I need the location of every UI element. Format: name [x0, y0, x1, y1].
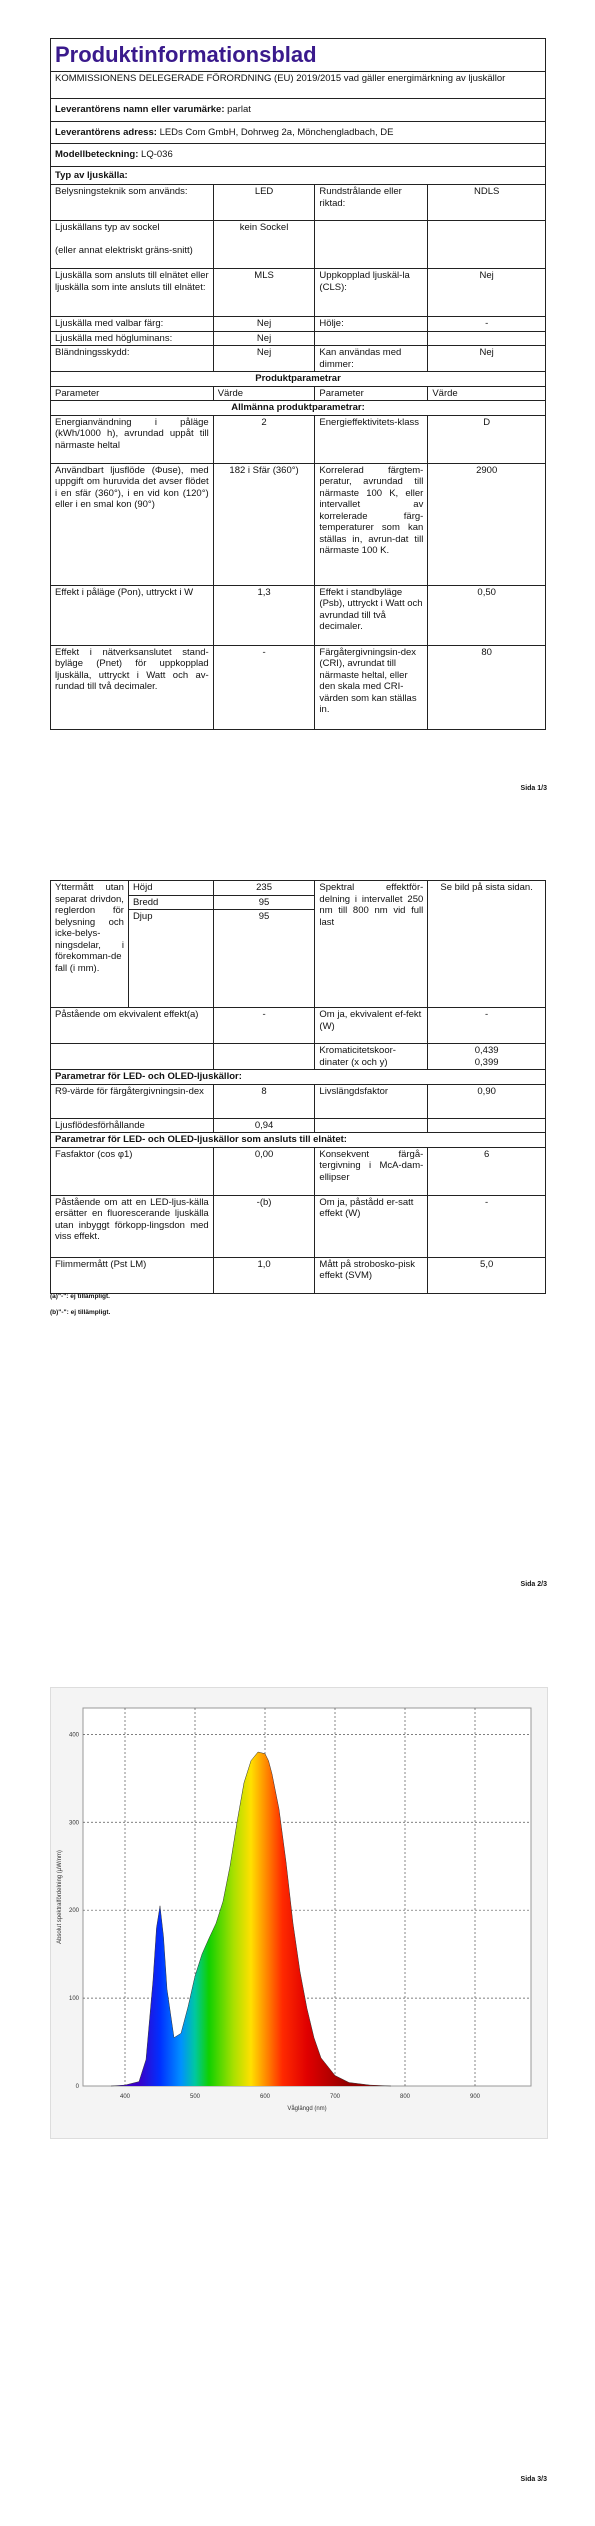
page-number: Sida 2/3 — [520, 1581, 547, 1588]
row-label: Hölje: — [315, 317, 428, 332]
table-row — [51, 221, 546, 269]
y-axis-label: Absolut spektralfördelning (µW/nm) — [57, 1850, 63, 1944]
row-value: NDLS — [428, 185, 546, 221]
row-value: kein Sockel — [213, 221, 315, 269]
chroma-y: 0,399 — [474, 1056, 499, 1068]
row-value: - — [213, 645, 315, 729]
table-row — [51, 1084, 546, 1118]
supplier-address-label: Leverantörens adress: — [55, 126, 157, 138]
table-row — [51, 185, 546, 221]
row-label: Mått på strobosko-pisk effekt (SVM) — [315, 1257, 428, 1293]
x-tick-label: 400 — [119, 2094, 131, 2100]
row-label: Konsekvent färgå-tergivning i McA-dam-ellipser — [315, 1147, 428, 1195]
row-label: Ljuskälla med högluminans: — [51, 331, 214, 346]
dim-name: Höjd — [128, 881, 213, 896]
row-value: 182 i Sfär (360°) — [213, 463, 315, 585]
row-value: 0,90 — [428, 1084, 546, 1118]
x-tick-label: 500 — [189, 2094, 201, 2100]
page-title: Produktinformationsblad — [51, 39, 546, 72]
spectrum-svg — [51, 1688, 547, 2138]
row-value: 1,0 — [213, 1257, 315, 1293]
row-value: - — [428, 1008, 546, 1044]
row-label: Flimmermått (Pst LM) — [51, 1257, 214, 1293]
row-label: Påstående om ekvivalent effekt(a) — [51, 1008, 214, 1044]
model-row — [51, 144, 546, 167]
row-label: Färgåtergivningsin-dex (CRI), avrundat till närmaste heltal, eller den skala med CRI-värden som kan ställas in. — [315, 645, 428, 729]
spectral-value: Se bild på sista sidan. — [428, 881, 546, 1008]
table-row — [51, 1044, 546, 1070]
supplier-address-row — [51, 121, 546, 144]
y-tick-label: 200 — [68, 1908, 79, 1915]
row-label: Korrelerad färgtem-peratur, avrundad till närmaste 100 K, eller intervallet av korrelerade färg-temperaturer som kan ställas in, avrun-dat till närmaste 100 K. — [315, 463, 428, 585]
table-row — [51, 463, 546, 585]
table-row — [51, 317, 546, 332]
row-value: Nej — [213, 331, 315, 346]
regulation-text: KOMMISSIONENS DELEGERADE FÖRORDNING (EU) 2019/2015 vad gäller energimärkning av ljuskällor — [51, 72, 546, 99]
row-value: D — [428, 415, 546, 463]
row-label — [315, 331, 428, 346]
dim-value: 95 — [213, 895, 315, 910]
row-value: 2 — [213, 415, 315, 463]
mains-heading: Parametrar för LED- och OLED-ljuskällor som ansluts till elnätet: — [51, 1133, 546, 1148]
y-tick-label: 400 — [68, 1732, 79, 1739]
table-row — [51, 415, 546, 463]
row-value: 8 — [213, 1084, 315, 1118]
row-value: Nej — [428, 269, 546, 317]
table-row — [51, 1008, 546, 1044]
type-heading: Typ av ljuskälla: — [51, 166, 546, 185]
page-number: Sida 1/3 — [520, 785, 547, 792]
col-param-header: Parameter — [315, 386, 428, 401]
row-value: Nej — [213, 317, 315, 332]
row-label: Fasfaktor (cos φ1) — [51, 1147, 214, 1195]
spectrum-chart — [50, 1687, 548, 2139]
x-axis-label: Våglängd (nm) — [287, 2106, 327, 2112]
row-label: Kan användas med dimmer: — [315, 346, 428, 372]
row-label: Om ja, påstådd er-satt effekt (W) — [315, 1195, 428, 1257]
product-info-table-page1 — [50, 38, 546, 730]
dim-name: Djup — [128, 910, 213, 1008]
table-row — [51, 1195, 546, 1257]
row-value: 0,94 — [213, 1118, 315, 1133]
table-row — [51, 269, 546, 317]
general-heading: Allmänna produktparametrar: — [51, 401, 546, 416]
row-label: Energieffektivitets-klass — [315, 415, 428, 463]
row-value — [428, 1044, 546, 1070]
table-row — [51, 1118, 546, 1133]
y-tick-label: 0 — [75, 2084, 79, 2090]
row-value: 0,50 — [428, 585, 546, 645]
y-tick-label: 300 — [68, 1820, 79, 1827]
row-value: 1,3 — [213, 585, 315, 645]
y-tick-label: 100 — [68, 1996, 79, 2003]
row-value: -(b) — [213, 1195, 315, 1257]
row-label: Uppkopplad ljuskäl-la (CLS): — [315, 269, 428, 317]
row-label — [315, 221, 428, 269]
row-label: Livslängdsfaktor — [315, 1084, 428, 1118]
row-value: 80 — [428, 645, 546, 729]
col-param-header: Parameter — [51, 386, 214, 401]
x-tick-label: 800 — [399, 2094, 411, 2100]
row-value: - — [428, 1195, 546, 1257]
row-value: Nej — [213, 346, 315, 372]
table-row — [51, 1147, 546, 1195]
dim-name: Bredd — [128, 895, 213, 910]
x-tick-label: 700 — [329, 2094, 341, 2100]
footnote-b: (b)"-": ej tillämpligt. — [50, 1309, 111, 1316]
row-label: Bländningsskydd: — [51, 346, 214, 372]
footnote-a: (a)"-": ej tillämpligt. — [50, 1293, 110, 1300]
row-value: 2900 — [428, 463, 546, 585]
dims-row — [51, 881, 546, 896]
model-value: LQ-036 — [141, 149, 173, 160]
dims-label: Yttermått utan separat drivdon, reglerdon för belysning och icke-belys-ningsdelar, i förekomman-de fall (i mm). — [51, 881, 129, 1008]
supplier-name-label: Leverantörens namn eller varumärke: — [55, 104, 225, 115]
row-value: - — [213, 1008, 315, 1044]
params-heading: Produktparametrar — [51, 372, 546, 387]
row-label: Användbart ljusflöde (Φuse), med uppgift om huruvida det avser flödet i en sfär (360°), i en vid kon (120°) eller i en smal kon (90°) — [51, 463, 214, 585]
x-tick-label: 900 — [469, 2094, 481, 2100]
supplier-address: LEDs Com GmbH, Dohrweg 2a, Mönchengladbach, DE — [159, 126, 394, 138]
row-label: R9-värde för färgåtergivningsin-dex — [51, 1084, 214, 1118]
row-value: - — [428, 317, 546, 332]
row-value — [428, 221, 546, 269]
chroma-x: 0,439 — [474, 1045, 499, 1056]
col-value-header: Värde — [428, 386, 546, 401]
row-label: Påstående om att en LED-ljus-källa ersätter en fluorescerande ljuskälla utan inbyggt förkopp-lingsdon med viss effekt. — [51, 1195, 214, 1257]
dim-value: 95 — [213, 910, 315, 1008]
row-label: Ljuskälla som ansluts till elnätet eller ljuskälla som inte ansluts till elnätet: — [51, 269, 214, 317]
column-header-row — [51, 386, 546, 401]
supplier-name: parlat — [227, 104, 251, 115]
table-row — [51, 645, 546, 729]
row-value: LED — [213, 185, 315, 221]
supplier-name-row — [51, 99, 546, 122]
row-label: Effekt i standbyläge (Psb), uttryckt i Watt och avrundad till två decimaler. — [315, 585, 428, 645]
spectral-label: Spektral effektför-delning i intervallet 250 nm till 800 nm vid full last — [315, 881, 428, 1008]
table-row — [51, 585, 546, 645]
model-label: Modellbeteckning: — [55, 149, 139, 160]
row-label: Belysningsteknik som används: — [51, 185, 214, 221]
row-label: Effekt i påläge (Pon), uttryckt i W — [51, 585, 214, 645]
row-label: Effekt i nätverksanslutet stand-byläge (Pnet) för uppkopplad ljuskälla, uttryckt i Watt och av-rundad till två decimaler. — [51, 645, 214, 729]
dim-value: 235 — [213, 881, 315, 896]
page-number: Sida 3/3 — [520, 2476, 547, 2483]
row-label: Ljuskälla med valbar färg: — [51, 317, 214, 332]
row-value: 6 — [428, 1147, 546, 1195]
row-label: Ljusflödesförhållande — [51, 1118, 214, 1133]
table-row — [51, 346, 546, 372]
table-row — [51, 331, 546, 346]
row-value: 0,00 — [213, 1147, 315, 1195]
row-value: MLS — [213, 269, 315, 317]
led-heading: Parametrar för LED- och OLED-ljuskällor: — [51, 1070, 546, 1085]
row-label: Rundstrålande eller riktad: — [315, 185, 428, 221]
row-value — [428, 331, 546, 346]
row-label: Ljuskällans typ av sockel (eller annat elektriskt gräns-snitt) — [51, 221, 214, 269]
col-value-header: Värde — [213, 386, 315, 401]
row-label: Om ja, ekvivalent ef-fekt (W) — [315, 1008, 428, 1044]
row-value: 5,0 — [428, 1257, 546, 1293]
row-value: Nej — [428, 346, 546, 372]
table-row — [51, 1257, 546, 1293]
row-label: Energianvändning i påläge (kWh/1000 h), avrundad uppåt till närmaste heltal — [51, 415, 214, 463]
row-label: Kromaticitetskoor-dinater (x och y) — [315, 1044, 428, 1070]
x-tick-label: 600 — [259, 2094, 271, 2100]
product-info-table-page2 — [50, 880, 546, 1294]
